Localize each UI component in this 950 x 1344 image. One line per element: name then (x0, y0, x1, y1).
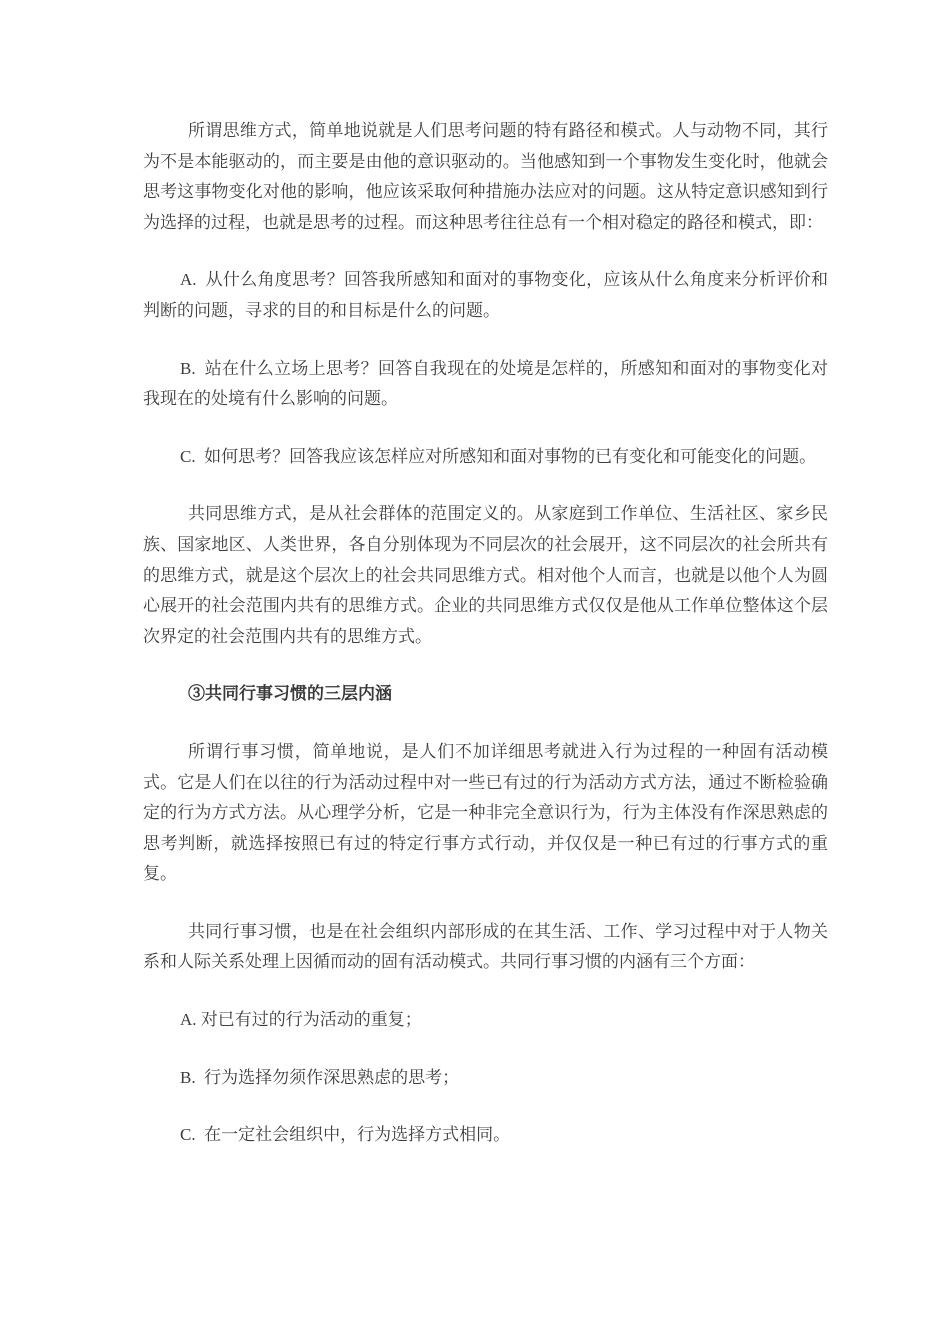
body-paragraph-common-habit: 共同行事习惯，也是在社会组织内部形成的在其生活、工作、学习过程中对于人物关系和人际关系处理上因循而动的固有活动模式。共同行事习惯的内涵有三个方面： (143, 921, 828, 972)
list-item-b-standpoint: B. 站在什么立场上思考？回答自我现在的处境是怎样的，所感知和面对的事物变化对我现在的处境有什么影响的问题。 (143, 358, 828, 409)
body-paragraph-common-thinking: 共同思维方式，是从社会群体的范围定义的。从家庭到工作单位、生活社区、家乡民族、国家地区、人类世界，各自分别体现为不同层次的社会展开，这不同层次的社会所共有的思维方式，就是这个层次上的社会共同思维方式。相对他个人而言，也就是以他个人为圆心展开的社会范围内共有的思维方式。企业的共同思维方式仅仅是他从工作单位整体这个层次界定的社会范围内共有的思维方式。 (143, 504, 828, 646)
document-content (143, 116, 828, 1151)
list-item-c-how-to-think: C. 如何思考？回答我应该怎样应对所感知和面对事物的已有变化和可能变化的问题。 (180, 446, 817, 466)
list-item-c-same-choice: C. 在一定社会组织中，行为选择方式相同。 (180, 1125, 511, 1145)
body-paragraph-thinking-mode-intro: 所谓思维方式，简单地说就是人们思考问题的特有路径和模式。人与动物不同，其行为不是本能驱动的，而主要是由他的意识驱动的。当他感知到一个事物发生变化时，他就会思考这事物变化对他的影响，他应该采取何种措施办法应对的问题。这从特定意识感知到行为选择的过程，也就是思考的过程。而这种思考往往总有一个相对稳定的路径和模式，即： (143, 121, 828, 232)
list-item-a-repetition: A. 对已有过的行为活动的重复； (180, 1010, 422, 1030)
section-heading-common-habits: ③共同行事习惯的三层内涵 (188, 684, 392, 704)
list-item-a-angle: A. 从什么角度思考？回答我所感知和面对的事物变化，应该从什么角度来分析评价和判断的问题，寻求的目的和目标是什么的问题。 (143, 270, 828, 320)
body-paragraph-habit-definition: 所谓行事习惯，简单地说，是人们不加详细思考就进入行为过程的一种固有活动模式。它是人们在以往的行为活动过程中对一些已有过的行为活动方式方法，通过不断检验确定的行为方式方法。从心理学分析，它是一种非完全意识行为，行为主体没有作深思熟虑的思考判断，就选择按照已有过的特定行事方式行动，并仅仅是一种已有过的行事方式的重复。 (143, 741, 828, 884)
list-item-b-no-deliberation: B. 行为选择勿须作深思熟虑的思考； (180, 1067, 460, 1087)
